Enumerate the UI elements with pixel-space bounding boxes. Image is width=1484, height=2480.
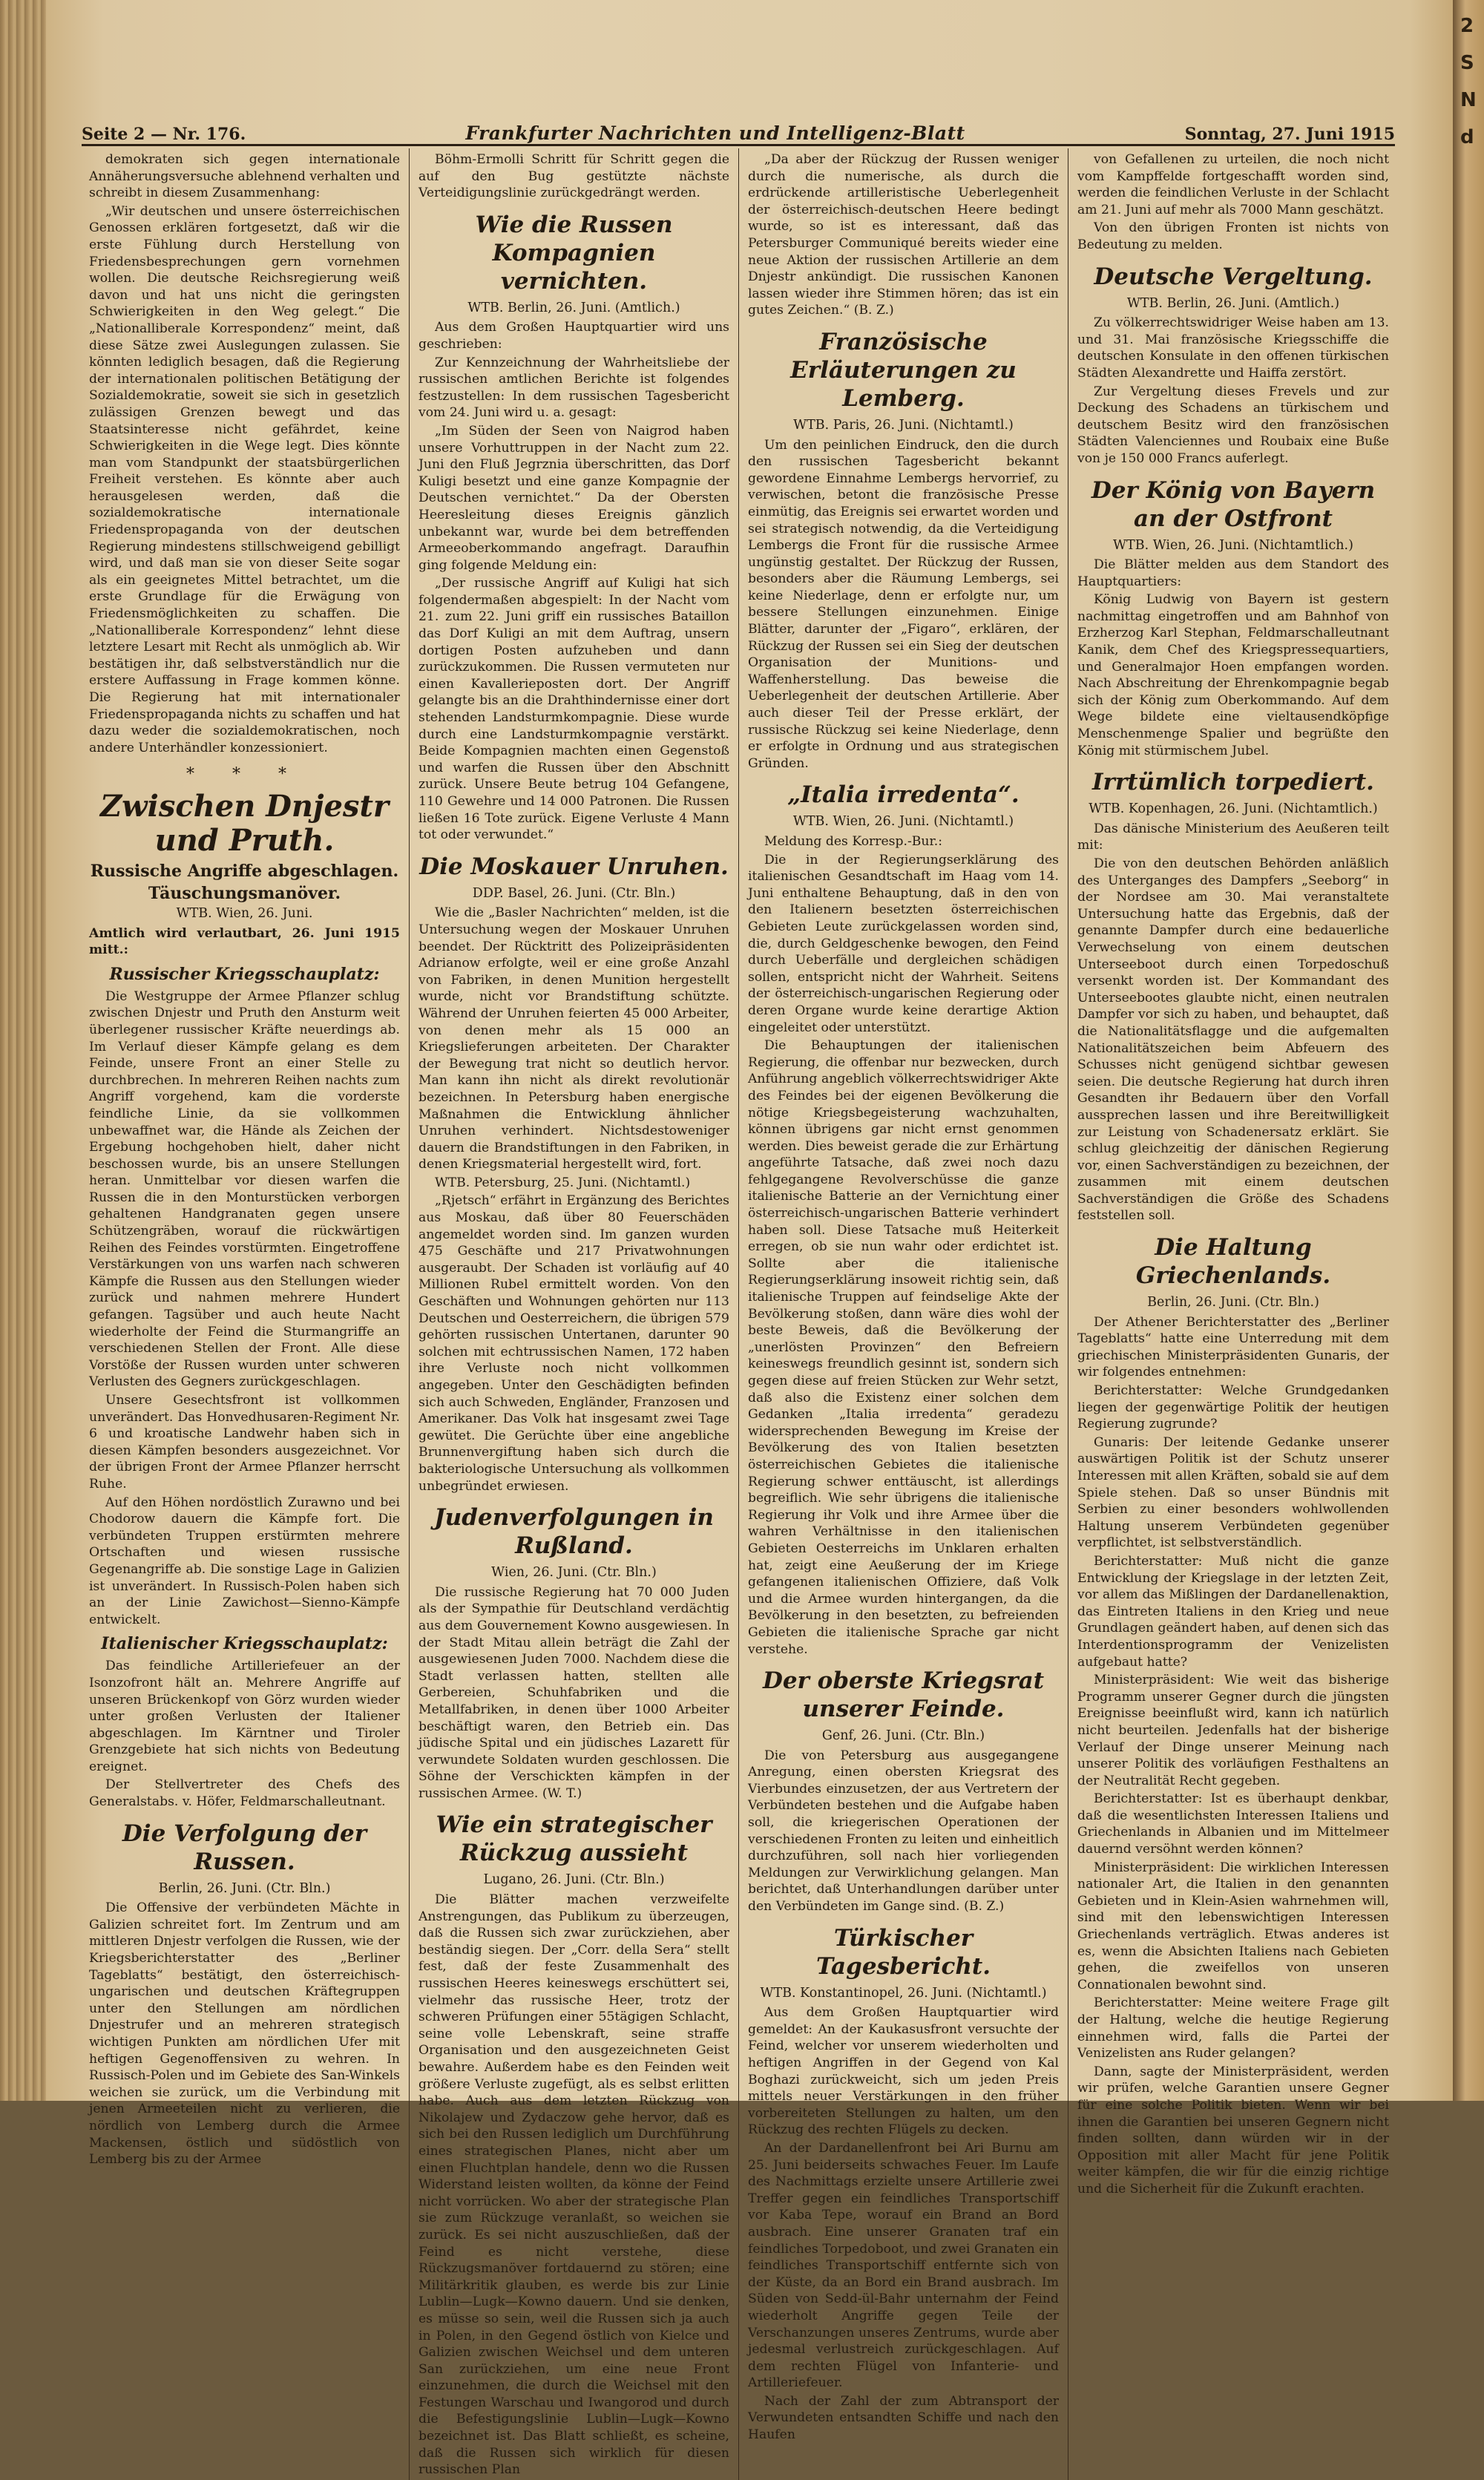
- dateline: WTB. Konstantinopel, 26. Juni. (Nichtamtl.): [760, 1985, 1047, 2001]
- dateline: WTB. Wien, 26. Juni. (Nichtamtl.): [792, 814, 1014, 830]
- page-header: [82, 111, 1395, 146]
- paragraph: Dann, sagte der Ministerpräsident, werden wir prüfen, welche Garantien unsere Gegner für eine solche Politik bieten. Wenn wir bei ihnen die Garantien bei unseren Gegnern nicht finden sollten, dann würden wir in der Opposition mit aller Macht für jene Politik weiter kämpfen, die wir für die einzig richtige und die Sicherheit für die Zukunft erachten.: [1077, 2064, 1389, 2197]
- article-subtitle: Täuschungsmanöver.: [148, 883, 341, 903]
- paragraph: Ministerpräsident: Wie weit das bisherige Programm unserer Gegner durch die jüngsten Ereignisse beeinflußt wird, kann ich natürlich nicht beurteilen. Jedenfalls hat der bisherige Verlauf der Dinge unserer Meinung nach unserer Politik des vorläufigen Festhaltens an der Neutralität Recht gegeben.: [1077, 1673, 1389, 1788]
- newspaper-title: Frankfurter Nachrichten und Intelligenz-Blatt: [465, 122, 965, 144]
- paragraph: WTB. Petersburg, 25. Juni. (Nichtamtl.): [435, 1175, 691, 1190]
- article-title-irredenta: „Italia irredenta“.: [787, 781, 1020, 809]
- article-lead: Amtlich wird verlautbart, 26. Juni 1915 mitt.:: [89, 925, 400, 958]
- paragraph: Berichterstatter: Welche Grundgedanken liegen der gegenwärtige Politik der heutigen Regierung zugrunde?: [1077, 1383, 1389, 1432]
- paragraph: Berichterstatter: Ist es überhaupt denkbar, daß die wesentlichsten Interessen Italiens und Griechenlands in Albanien und im Mittelmeer dauernd versöhnt werden können?: [1077, 1791, 1389, 1857]
- column-3: [739, 148, 1068, 2480]
- paragraph: Aus dem Großen Hauptquartier wird uns geschrieben:: [418, 320, 729, 352]
- article-title-kriegsrat: Der oberste Kriegsrat unserer Feinde.: [762, 1667, 1045, 1723]
- paragraph: demokraten sich gegen internationale Annäherungsversuche ablehnend verhalten und schreibt in diesem Zusammenhang:: [89, 152, 400, 201]
- section-heading: Italienischer Kriegsschauplatz:: [101, 1634, 388, 1654]
- article-title-vergeltung: Deutsche Vergeltung.: [1094, 263, 1373, 290]
- book-binding: [0, 0, 46, 2101]
- paragraph: Zur Vergeltung dieses Frevels und zur Deckung des Schadens an türkischem und deutschem Besitz wird den französischen Städten Valenciennes und Roubaix eine Buße von je 150 000 Francs auferlegt.: [1077, 384, 1389, 466]
- dateline: DDP. Basel, 26. Juni. (Ctr. Bln.): [472, 885, 676, 901]
- paragraph: König Ludwig von Bayern ist gestern nachmittag eingetroffen und am Bahnhof von Erzherzog Karl Stephan, Feldmarschalleutnant Kanik, dem Chef des Kriegspressequartiers, und Generalmajor Hoen empfangen worden. Nach Abschreitung der Ehrenkompagnie begab sich der König zum Oberkommando. Auf dem Wege bildete eine vieltausendköpfige Menschenmenge Spalier und begrüßte den König mit stürmischem Jubel.: [1077, 592, 1389, 758]
- paragraph: Von den übrigen Fronten ist nichts von Bedeutung zu melden.: [1077, 220, 1389, 252]
- dateline: WTB. Wien, 26. Juni. (Nichtamtlich.): [1113, 537, 1353, 553]
- paragraph: Das dänische Ministerium des Aeußeren teilt mit:: [1077, 821, 1389, 853]
- paragraph: Auf den Höhen nordöstlich Zurawno und bei Chodorow dauern die Kämpfe fort. Die verbündeten Truppen erstürmten mehrere Ortschaften und wiesen russische Gegenangriffe ab. Die sonstige Lage in Galizien ist unverändert. In Russisch-Polen haben sich an der Linie Zawichost—Sienno-Kämpfe entwickelt.: [89, 1495, 400, 1627]
- paragraph: Die in der Regierungserklärung des italienischen Gesandtschaft im Haag vom 14. Juni enthaltene Behauptung, daß in den von den Italienern besetzten österreichischen Gebieten Leute zurückgelassen worden sind, die, durch Geldgeschenke bewogen, den Feind durch Ueberfälle und dergleichen schädigen sollen, entspricht nicht der Wahrheit. Seitens der österreichisch-ungarischen Regierung oder deren Organe wurde keine derartige Aktion eingeleitet oder unterstützt.: [748, 852, 1059, 1035]
- article-title-kompagnien: Wie die Russen Kompagnien vernichten.: [475, 211, 673, 295]
- paragraph: Berichterstatter: Muß nicht die ganze Entwicklung der Kriegslage in der letzten Zeit, vor allem das Mißlingen der Dardanellenaktion, das Eintreten Italiens in den Krieg und neue Grundlagen geändert haben, auf denen sich das Interdentionsprogramm der Venizelisten aufgebaut hatte?: [1077, 1553, 1389, 1670]
- column-1: [80, 148, 410, 2480]
- article-title-torpediert: Irrtümlich torpediert.: [1092, 769, 1374, 796]
- paragraph: Unsere Gesechtsfront ist vollkommen unverändert. Das Honvedhusaren-Regiment Nr. 6 und kroatische Landwehr haben sich in diesen Kämpfen besonders ausgezeichnet. Vor der übrigen Front der Armee Pflanzer herrscht Ruhe.: [89, 1393, 400, 1492]
- text-columns: [80, 148, 1398, 2478]
- article-subtitle: Russische Angriffe abgeschlagen.: [90, 861, 399, 881]
- paragraph: Gunaris: Der leitende Gedanke unserer auswärtigen Politik ist der Schutz unserer Interessen mit allen Kräften, sobald sie auf dem Spiele stehen. Daß so unser Bündnis mit Serbien zu einer besonders wohlwollenden Haltung unserem Verbündeten gegenüber verpflichtet, ist selbstverständlich.: [1077, 1434, 1389, 1551]
- paragraph: Böhm-Ermolli Schritt für Schritt gegen die auf den Bug gestützte nächste Verteidigungslinie zurückgedrängt werden.: [418, 152, 729, 201]
- paragraph: Zur Kennzeichnung der Wahrheitsliebe der russischen amtlichen Berichte ist folgendes festzustellen: In dem russischen Tagesbericht vom 24. Juni wird u. a. gesagt:: [418, 355, 729, 421]
- column-2: [410, 148, 739, 2480]
- adjacent-page-edge: [1453, 0, 1484, 2101]
- article-title-tuerkisch: Türkischer Tagesbericht.: [815, 1924, 991, 1980]
- paragraph: Die russische Regierung hat 70 000 Juden als der Sympathie für Deutschland verdächtig aus dem Gouvernement Kowno ausgewiesen. In der Stadt Mitau allein beträgt die Zahl der ausgewiesenen Juden 7000. Nachdem diese die Stadt verlassen hatten, stellten alle Gerbereien, Schuhfabriken und die Metallfabriken, in denen über 1000 Arbeiter beschäftigt waren, den Betrieb ein. Das jüdische Spital und ein jüdisches Lazarett für verwundete Soldaten wurden geschlossen. Die Söhne der Verschickten kämpfen in der russischen Armee. (W. T.): [418, 1584, 729, 1801]
- paragraph: Der Athener Berichterstatter des „Berliner Tageblatts“ hatte eine Unterredung mit dem griechischen Ministerpräsidenten Gunaris, der wir folgendes entnehmen:: [1077, 1314, 1389, 1380]
- article-title-griechenland: Die Haltung Griechenlands.: [1135, 1234, 1331, 1290]
- paragraph: An der Dardanellenfront bei Ari Burnu am 25. Juni beiderseits schwaches Feuer. Im Laufe des Nachmittags erzielte unsere Artillerie zwei Treffer gegen ein feindliches Transportschiff vor Kaba Tepe, worauf ein Brand an Bord ausbrach. Eine unserer Granaten traf ein feindliches Torpedoboot, und zwei Granaten ein feindliches Transportschiff entfernte sich von der Küste, da an Bord ein Brand ausbrach. Im Süden von Sedd-ül-Bahr unternahm der Feind wiederholt Angriffe gegen Teile der Verschanzungen unseres Zentrums, wurde aber jedesmal verlustreich zurückgeschlagen. Auf dem rechten Flügel von Infanterie- und Artilleriefeuer.: [748, 2140, 1059, 2391]
- edge-glyph: S: [1460, 52, 1474, 74]
- paragraph: Die Blätter melden aus dem Standort des Hauptquartiers:: [1077, 557, 1389, 589]
- edge-glyph: 2: [1460, 15, 1474, 37]
- issue-date: Sonntag, 27. Juni 1915: [1184, 125, 1395, 144]
- article-title-koenig-bayern: Der König von Bayern an der Ostfront: [1091, 476, 1376, 532]
- paragraph: Der Stellvertreter des Chefs des Generalstabs. v. Höfer, Feldmarschalleutnant.: [89, 1777, 400, 1810]
- paragraph: Die Westgruppe der Armee Pflanzer schlug zwischen Dnjestr und Pruth den Ansturm weit überlegener russischer Kräfte neuerdings ab. Im Verlauf dieser Kämpfe gelang es dem Feinde, unsere Front an einer Stelle zu durchbrechen. In mehreren Reihen nachts zum Angriff vorgehend, kam die vorderste feindliche Linie, da sie vollkommen unbewaffnet war, die Hände als Zeichen der Ergebung hochgehoben hielt, daher nicht beschossen wurde, bis an unsere Stellungen heran. Unmittelbar vor diesen warfen die Russen die in den Monturstücken verborgen gehaltenen Handgranaten gegen unsere Schützengräben, worauf die rückwärtigen Reihen des Feindes vorstürmten. Eingetroffene Verstärkungen von uns warfen nach schweren Kämpfe die Russen aus den Stellungen wieder zurück und nahmen mehrere Hundert gefangen. Tagsüber und auch heute Nacht wiederholte der Feind die Sturmangriffe an verschiedenen Stellen der Front. Alle diese Vorstöße der Russen wurden unter schweren Verlusten des Gegners zurückgeschlagen.: [89, 988, 400, 1390]
- dateline: WTB. Wien, 26. Juni.: [176, 905, 313, 921]
- dateline: WTB. Kopenhagen, 26. Juni. (Nichtamtlich.): [1089, 801, 1378, 817]
- paragraph: Ministerpräsident: Die wirklichen Interessen nationaler Art, die Italien in den genannten Gebieten und in Klein-Asien wahrnehmen will, sind mit den lebenswichtigen Interessen Griechenlands verträglich. Etwas anderes ist es, wenn die Absichten Italiens nach Gebieten gehen, die zweifellos von unseren Connationalen bewohnt sind.: [1077, 1860, 1389, 1992]
- article-title-verfolgung: Die Verfolgung der Russen.: [122, 1820, 367, 1875]
- dateline: Lugano, 26. Juni. (Ctr. Bln.): [483, 1872, 665, 1888]
- separator-stars: * * *: [186, 765, 303, 784]
- paragraph: Die Blätter machen verzweifelte Anstrengungen, das Publikum zu überzeugen, daß die Russen sich zwar zurückziehen, aber beständig siegen. Der „Corr. della Sera“ stellt fest, daß der feste Zusammenhalt des russischen Heeres keineswegs erschüttert sei, vielmehr das russische Heer, trotz der schweren Prüfungen einer 55tägigen Schlacht, seine volle Lebenskraft, seine straffe Organisation und den ausgezeichneten Geist bewahre. Außerdem habe es den Feinden weit größere Verluste zugefügt, als es selbst erlitten habe. Auch aus dem letzten Rückzug von Nikolajew und Zydaczow gehe hervor, daß es sich bei den Russen lediglich um Durchführung eines strategischen Planes, nicht aber um einen Fluchtplan handele, denn wo die Russen Widerstand leisten wollten, da könne der Feind nicht vorrücken. Wo aber der strategische Plan sie zum Rückzuge veranlaßt, so weichen sie zurück. Es sei nicht auszuschließen, daß der Feind es nicht verstehe, diese Rückzugsmanöver fortdauernd zu stören; eine Militärkritik glauben, es werde bis zur Linie Lublin—Lugk—Kowno dauern. Und sie denken, es müsse so sein, weil die Russen sich ja auch in Polen, in den Gegend östlich von Kielce und Galizien zwischen Weichsel und dem unteren San zurückziehen, um eine neue Front einzunehmen, die durch die Weichsel mit den Festungen Warschau und Iwangorod und durch die Befestigungslinie Lublin—Lugk—Kowno bezeichnet ist. Das Blatt schließt, es scheine, daß die Russen sich wirklich für diesen russischen Plan: [418, 1892, 729, 2478]
- dateline: Berlin, 26. Juni. (Ctr. Bln.): [1147, 1295, 1319, 1310]
- paragraph: Berichterstatter: Meine weitere Frage gilt der Haltung, welche die heutige Regierung einnehmen wird, falls die Partei der Venizelisten ans Ruder gelangen?: [1077, 1995, 1389, 2061]
- dateline: WTB. Berlin, 26. Juni. (Amtlich.): [1126, 295, 1340, 311]
- paragraph: „Rjetsch“ erfährt in Ergänzung des Berichtes aus Moskau, daß über 80 Feuerschäden angemeldet worden sind. Im ganzen wurden 475 Geschäfte und 217 Privatwohnungen ausgeraubt. Der Schaden ist vorläufig auf 40 Millionen Rubel ermittelt worden. Von den Geschäften und Wohnungen gehörten nur 113 Deutschen und Oesterreichern, die übrigen 579 gehörten russischen Untertanen, darunter 90 solchen mit echtrussischen Namen, 172 haben ihre Verluste noch nicht vollkommen angegeben. Unter den Geschädigten befinden sich auch Schweden, Engländer, Franzosen und Amerikaner. Das Volk hat insgesamt zwei Tage gewütet. Die Gerüchte über eine angebliche Brunnenvergiftung haben sich durch die bakteriologische Untersuchung als vollkommen unbegründet erwiesen.: [418, 1193, 729, 1494]
- paragraph: Das feindliche Artilleriefeuer an der Isonzofront hält an. Mehrere Angriffe auf unseren Brückenkopf von Görz wurden wieder unter großen Verlusten der Italiener abgeschlagen. Im Kärntner und Tiroler Grenzgebiete hat sich nichts von Bedeutung ereignet.: [89, 1659, 400, 1774]
- column-4: [1068, 148, 1398, 2480]
- paragraph: Die Offensive der verbündeten Mächte in Galizien schreitet fort. Im Zentrum und am mittleren Dnjestr verfolgen die Russen, wie der Kriegsberichterstatter des „Berliner Tageblatts“ bestätigt, den österreichisch-ungarischen und deutschen Kräftegruppen unter den Stellungen am nördlichen Dnjestrufer und an mehreren strategisch wichtigen Punkten am nördlichen Ufer mit heftigen Gegenoffensiven zu wehren. In Russisch-Polen und im Gebiete des San-Winkels weichen sie zurück, um die Verbindung mit jenen Armeeteilen nicht zu verlieren, die nördlich von Lemberg durch die Armee Mackensen, östlich und südöstlich von Lemberg bis zu der Armee: [89, 1900, 400, 2168]
- edge-glyph: N: [1460, 89, 1477, 111]
- dateline: WTB. Berlin, 26. Juni. (Amtlich.): [467, 300, 680, 315]
- article-title-moskau: Die Moskauer Unruhen.: [419, 853, 729, 880]
- article-title-lemberg: Französische Erläuterungen zu Lemberg.: [790, 328, 1017, 412]
- dateline: Berlin, 26. Juni. (Ctr. Bln.): [158, 1880, 331, 1896]
- paragraph: Aus dem Großen Hauptquartier wird gemeldet: An der Kaukasusfront versuchte der Feind, welcher vor unserem wiederholten und heftigen Angriffen in der Gegend von Kal Boghazi zurückweicht, sich um jeden Preis mittels neuer Verstärkungen in den früher vorbereiteten Stellungen zu halten, um den Rückzug des rechten Flügels zu decken.: [748, 2005, 1059, 2138]
- article-title-juden: Judenverfolgungen in Rußland.: [434, 1504, 714, 1560]
- article-title-dnjestr: Zwischen Dnjestr und Pruth.: [99, 788, 389, 858]
- dateline: WTB. Paris, 26. Juni. (Nichtamtl.): [793, 417, 1014, 433]
- article-title-rueckzug: Wie ein strategischer Rückzug aussieht: [436, 1811, 712, 1867]
- paragraph: Zu völkerrechtswidriger Weise haben am 13. und 31. Mai französische Kriegsschiffe die deutschen Konsulate in den offenen türkischen Städten Alexandrette und Haiffa zerstört.: [1077, 315, 1389, 381]
- paragraph: von Gefallenen zu urteilen, die noch nicht vom Kampffelde fortgeschafft worden sind, werden die feindlichen Verluste in der Schlacht am 21. Juni auf mehr als 7000 Mann geschätzt.: [1077, 152, 1389, 217]
- paragraph: Die von Petersburg aus ausgegangene Anregung, einen obersten Kriegsrat des Vierbundes einzusetzen, der aus Vertretern der Verbündeten bestehen und die Aufgabe haben soll, die kriegerischen Operationen der verschiedenen Fronten zu leiten und einheitlich durchzuführen, soll nach hier vorliegenden Meldungen zur Verwirklichung gelangen. Man berichtet, daß Unterhandlungen darüber unter den Verbündeten im Gange sind. (B. Z.): [748, 1748, 1059, 1915]
- paragraph: Um den peinlichen Eindruck, den die durch den russischen Tagesbericht bekannt gewordene Einnahme Lembergs hervorrief, zu verwischen, betont die französische Presse einmütig, das Ereignis sei erwartet worden und sei strategisch notwendig, da die Verteidigung Lembergs die Front für die russische Armee ungünstig gestaltet. Der Rückzug der Russen, besonders aber die Räumung Lembergs, sei keine Niederlage, denn er erfolgte nur, um bessere Stellungen einzunehmen. Einige Blätter, darunter der „Figaro“, erklären, der Rückzug der Russen sei ein Sieg der deutschen Organisation der Munitions- und Waffenherstellung. Das beweise die Ueberlegenheit der deutschen Artillerie. Aber auch dieser Teil der Presse erklärt, der russische Rückzug sei keine Niederlage, denn er erfolgte in Ordnung und aus strategischen Gründen.: [748, 437, 1059, 771]
- page-number: Seite 2 — Nr. 176.: [82, 125, 246, 144]
- paragraph: Meldung des Korresp.-Bur.:: [764, 834, 943, 849]
- section-heading: Russischer Kriegsschauplatz:: [109, 964, 380, 984]
- paragraph: Wie die „Basler Nachrichten“ melden, ist die Untersuchung wegen der Moskauer Unruhen beendet. Der Rücktritt des Polizeipräsidenten Adrianow erfolgte, weil er eine große Anzahl von Fabriken, in denen Munition hergestellt wurde, nicht vor Brandstiftung schützte. Während der Unruhen feierten 45 000 Arbeiter, von denen mehr als 15 000 an Kriegslieferungen arbeiteten. Der Charakter der Bewegung trat nicht so deutlich hervor. Man kann ihn nicht als direkt revolutionär bezeichnen. In Petersburg haben energische Maßnahmen die Entwicklung ähnlicher Unruhen verhindert. Nichtsdestoweniger dauern die Brandstiftungen in den Fabriken, in denen Kriegsmaterial hergestellt wird, fort.: [418, 905, 729, 1172]
- paragraph: „Der russische Angriff auf Kuligi hat sich folgendermaßen abgespielt: In der Nacht vom 21. zum 22. Juni griff ein russisches Bataillon das Dorf Kuligi an mit dem Auftrag, unsern dortigen Posten aufzuheben und dann zurückzukommen. Die Russen vermuteten nur einen Kavallerieposten dort. Der Angriff gelangte bis an die Drahthindernisse einer dort stehenden Landsturmkompagnie. Diese wurde durch eine Landsturmkompagnie verstärkt. Beide Kompagnien machten einen Gegenstoß und warfen die Russen über den Abschnitt zurück. Unsere Beute betrug 104 Gefangene, 110 Gewehre und 14 000 Patronen. Die Russen ließen 16 Tote zurück. Eigene Verluste 4 Mann tot oder verwundet.“: [418, 576, 729, 843]
- paragraph: Nach der Zahl der zum Abtransport der Verwundeten entsandten Schiffe und nach den Haufen: [748, 2393, 1059, 2443]
- paragraph: Die Behauptungen der italienischen Regierung, die offenbar nur bezwecken, durch Anführung angeblich völkerrechtswidriger Akte des Feindes bei der eigenen Bevölkerung die nötige Kriegsbegeisterung wachzuhalten, können übrigens gar nicht ernst genommen werden. Dies beweist gerade die zur Erhärtung angeführte Tatsache, daß zwei noch dazu fehlgegangene Revolverschüsse die ganze italienische Batterie an der Vernichtung einer österreichisch-ungarischen Batterie verhindert haben soll. Diese Tatsache muß Heiterkeit erregen, ob sie nun wahr oder erdichtet ist. Sollte aber die italienische Regierungserklärung insoweit richtig sein, daß italienische Truppen auf feindselige Akte der Bevölkerung stoßen, dann wäre dies wohl der beste Beweis, daß die Bevölkerung der „unerlösten Provinzen“ den Befreiern keineswegs freundlich gesinnt ist, sondern sich gegen diese auf freien Stücken zur Wehr setzt, daß also die Existenz einer solchen dem Gedanken „Italia irredenta“ geradezu widersprechenden Bewegung im Kreise der Bevölkerung des von Italien besetzten österreichischen Gebietes die italienische Regierung schwer enttäuscht, ist allerdings begreiflich. Wie sehr übrigens die italienische Regierung ihr Volk und ihre Armee über die wahren Verhältnisse in den italienischen Gebieten Oesterreichs im Unklaren erhalten hat, zeigt eine Aeußerung der im Kriege gefangenen italienischen Offiziere, daß Volk und die Armee wurden hintergangen, da die Bevölkerung in den besetzten, zu befreienden Gebieten die italienische Sprache gar nicht verstehe.: [748, 1038, 1059, 1657]
- edge-glyph: d: [1460, 126, 1474, 148]
- dateline: Genf, 26. Juni. (Ctr. Bln.): [821, 1728, 985, 1744]
- paragraph: „Wir deutschen und unsere österreichischen Genossen erklären fortgesetzt, daß wir die erste Fühlung durch Herstellung von Friedensbesprechungen gern vornehmen wollen. Die deutsche Reichsregierung weiß davon und hat uns nicht die geringsten Schwierigkeiten in den Weg gelegt.“ Die „Nationalliberale Korrespondenz“ meint, daß diese Sätze zwei Auslegungen zulassen. Sie könnten lediglich besagen, daß die Regierung der internationalen politischen Betätigung der Sozialdemokratie, soweit sie sich in gesetzlich zulässigen Grenzen bewegt und das Staatsinteresse nicht gefährdet, keine Schwierigkeiten in die Wege legt. Dies könnte man vom Standpunkt der staatsbürgerlichen Freiheit verstehen. Es könnte aber auch herausgelesen werden, daß die sozialdemokratische internationale Friedenspropaganda von der deutschen Regierung mindestens stillschweigend gebilligt wird, und daß man sie von dieser Seite sogar als ein geeignetes Mittel betrachtet, um die erste Grundlage für die Erwägung von Friedensmöglichkeiten zu schaffen. Die „Nationalliberale Korrespondenz“ lehnt diese letztere Lesart mit Recht als unmöglich ab. Wir bestätigen ihr, daß selbstverständlich nur die erstere Auffassung in Frage kommen könne. Die Regierung hat mit internationaler Friedenspropaganda nichts zu schaffen und hat dazu weder die sozialdemokratischen, noch andere Unterhändler konzessioniert.: [89, 203, 400, 755]
- paragraph: Die von den deutschen Behörden anläßlich des Unterganges des Dampfers „Seeborg“ in der Nordsee am 30. Mai veranstaltete Untersuchung hatte das Ergebnis, daß der genannte Dampfer durch eine bedauerliche Verwechselung von einem deutschen Unterseeboot durch einen Torpedoschuß versenkt worden ist. Der Kommandant des Unterseebootes glaubte nicht, einen neutralen Dampfer vor sich zu haben, und behauptet, daß die Nationalitätsflagge und die aufgemalten Nationalitätszeichen beim Abfeuern des Schusses nicht genügend sichtbar gewesen seien. Die deutsche Regierung hat durch ihren Gesandten ihr Bedauern über den Vorfall aussprechen lassen und ihre Bereitwilligkeit zur Leistung von Schadenersatz erklärt. Sie schlug gleichzeitig der dänischen Regierung vor, einen Sachverständigen zu bezeichnen, der zusammen mit einem deutschen Sachverständigen die Größe des Schadens feststellen soll.: [1077, 856, 1389, 1224]
- paragraph: „Im Süden der Seen von Naigrod haben unsere Vorhuttruppen in der Nacht zum 22. Juni den Fluß Jegrznia überschritten, das Dorf Kuligi besetzt und eine ganze Kompagnie der Deutschen vernichtet.“ Da der Obersten Heeresleitung dieses Ereignis gänzlich unbekannt war, wurde bei dem betreffenden Armeeoberkommando angefragt. Daraufhin ging folgende Meldung ein:: [418, 423, 729, 573]
- dateline: Wien, 26. Juni. (Ctr. Bln.): [491, 1565, 657, 1581]
- paragraph: „Da aber der Rückzug der Russen weniger durch die numerische, als durch die erdrückende artilleristische Ueberlegenheit der österreichisch-deutschen Heere bedingt wurde, so ist es interessant, daß das Petersburger Communiqué bereits wieder eine neue Aktion der russischen Artillerie an dem Dnjestr ankündigt. Die russischen Kanonen lassen wieder ihre Stimmen hören; das ist ein gutes Zeichen.“ (B. Z.): [748, 152, 1059, 318]
